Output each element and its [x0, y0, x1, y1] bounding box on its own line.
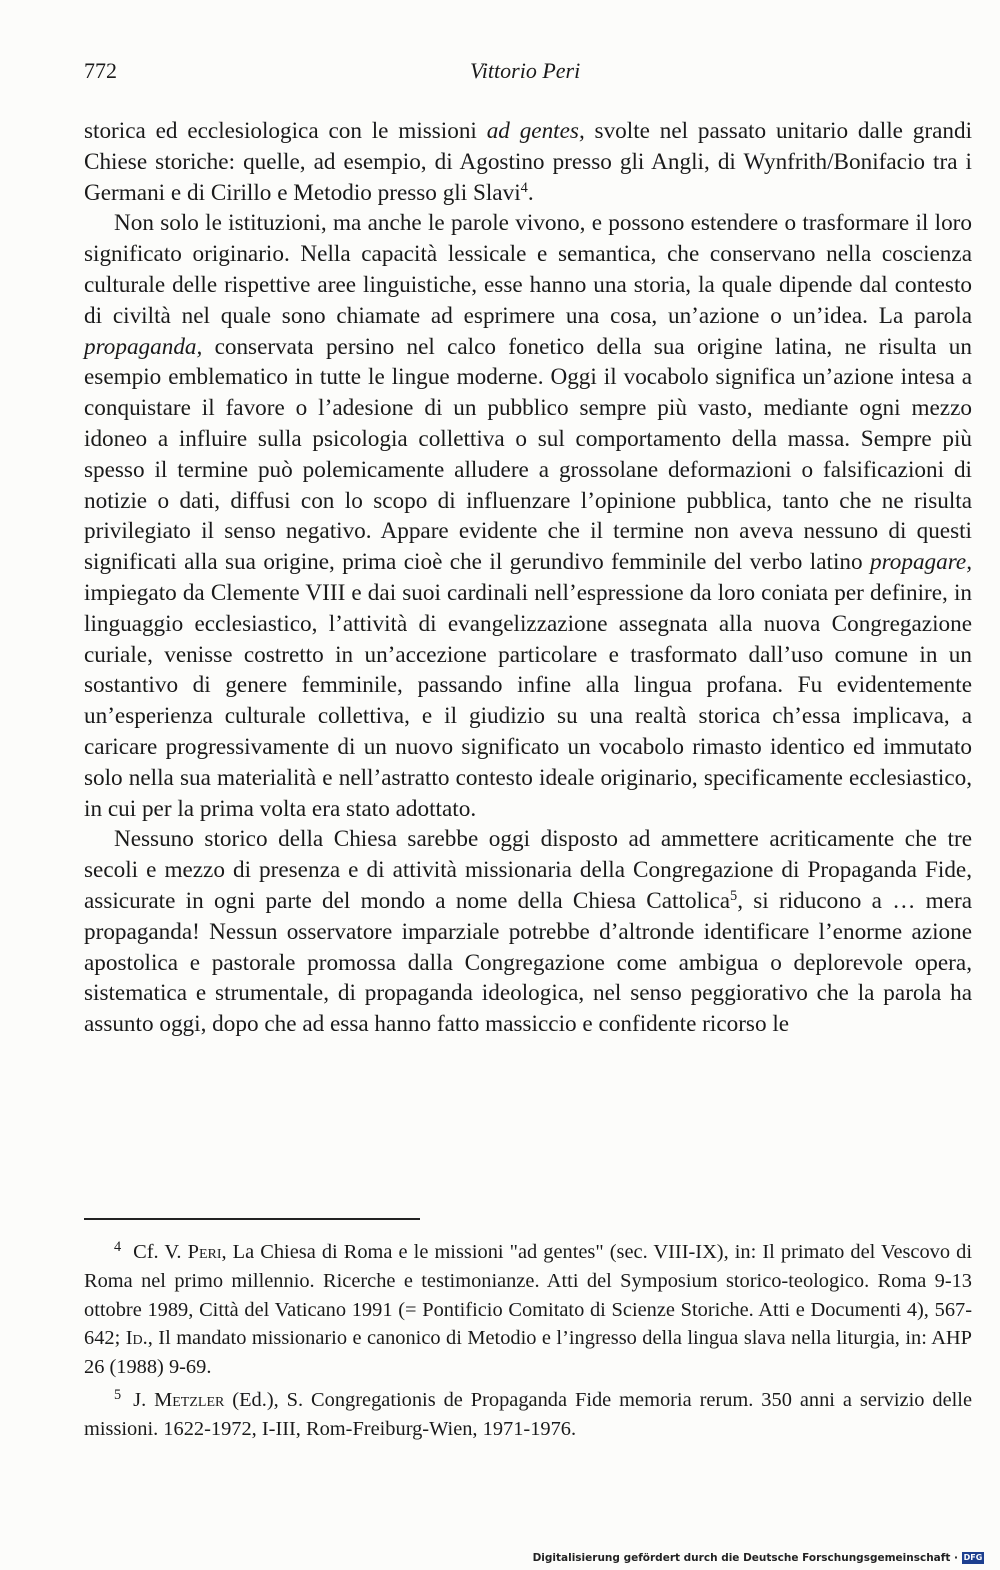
- author-name: Peri: [187, 1241, 222, 1263]
- footnote-4: [84, 1238, 972, 1382]
- text-run: (Ed.), S. Congregationis de Propaganda Fide memoria rerum. 350 anni a servizio delle missioni. 1622-1972, I-III, Rom-Freiburg-Wien, 1971-1976.: [84, 1388, 972, 1440]
- credit-text: Digitalisierung gefördert durch die Deutsche Forschungsgemeinschaft ·: [532, 1552, 958, 1564]
- text-run: impiegato da Clemente VIII e dai suoi cardinali nell’espressione da loro coniata per definire, in linguaggio ecclesiastico, l’attività di evangelizzazione assegnata alla nuova Congregazione curiale, venisse costretto in un’accezione particolare e trasformato dall’uso comune in un sostantivo di genere femminile, passando infine alla lingua profana. Fu evidentemente un’esperienza culturale collettiva, e il giudizio su una realtà storica ch’essa implicava, a caricare progressivamente di un nuovo significato un vocabolo rimasto identico ed immutato solo nella sua materialità e nell’astratto contesto ideale originario, specificamente ecclesiastico, in cui per la prima volta era stato adottato.: [84, 579, 972, 822]
- footnote-number: 5: [114, 1386, 122, 1403]
- author-name: Metzler: [154, 1388, 225, 1411]
- page-number: 772: [84, 58, 117, 83]
- text-run: Non solo le istituzioni, ma anche le parole vivono, e possono estendere o trasformare il loro significato originario. Nella capacità lessicale e semantica, che conservano nella coscienza culturale delle rispettive aree linguistiche, esse hanno una storia, la quale dipende dal contesto di civiltà nel quale sono chiamate ad esprimere una cosa, un’azione o un’idea. La parola: [84, 210, 972, 329]
- text-run: .: [527, 179, 534, 206]
- text-run: Nessuno storico della Chiesa sarebbe oggi disposto ad ammettere acriticamente che tre secoli e mezzo di presenza e di attività missionaria della Congregazione di Propaganda Fide, assicurate in ogni parte del mondo a nome della Chiesa Cattolica: [84, 826, 972, 914]
- author-name: Id: [125, 1327, 143, 1350]
- paragraph-2: [84, 208, 972, 824]
- body-text: [84, 116, 972, 1040]
- footnote-divider: [84, 1218, 420, 1220]
- text-run: , si riducono a … mera propaganda! Nessun osservatore imparziale potrebbe d’altronde identificare l’enorme azione apostolica e pastorale promossa dalla Congregazione come ambigua o deplorevole opera, sistematica e strumentale, di propaganda ideologica, nel senso peggiorativo che la parola ha assunto oggi, dopo che ad essa hanno fatto massiccio e confidente ricorso le: [84, 887, 972, 1038]
- footnote-ref-5[interactable]: 5: [730, 888, 738, 905]
- text-run: ., Il mandato missionario e canonico di Metodio e l’ingresso della lingua slava nella liturgia, in: AHP 26 (1988) 9-69.: [84, 1327, 972, 1379]
- text-run: svolte nel passato unitario dalle grandi Chiese storiche: quelle, ad esempio, di Agostino presso gli Angli, di Wynfrith/Bonifacio tra i Germani e di Cirillo e Metodio presso gli Slavi: [84, 118, 973, 206]
- paragraph-1: [84, 116, 972, 208]
- text-run: J.: [133, 1388, 155, 1411]
- text-run: , La Chiesa di Roma e le missioni "ad gentes" (sec. VIII-IX), in: Il primato del Vescovo di Roma nel primo millennio. Ricerche e testimonianze. Atti del Symposium storico-teologico. Roma 9-13 ottobre 1989, Città del Vaticano 1991 (= Pontificio Comitato di Scienze Storiche. Atti e Documenti 4), 567-642;: [84, 1241, 973, 1350]
- italic-term: ad gentes,: [486, 118, 585, 144]
- footnote-number: 4: [114, 1238, 122, 1255]
- text-run: Cf. V.: [133, 1241, 188, 1263]
- digitization-credit: [533, 1552, 984, 1564]
- dfg-logo-icon: DFG: [963, 1553, 983, 1562]
- paragraph-3: [84, 824, 972, 1040]
- footnote-ref-4[interactable]: 4: [520, 179, 528, 196]
- footnotes: [84, 1238, 972, 1448]
- italic-term: propagare,: [870, 549, 972, 576]
- text-run: conservata persino nel calco fonetico della sua origine latina, ne risulta un esempio emblematico in tutte le lingue moderne. Oggi il vocabolo significa un’azione intesa a conquistare il favore o l’adesione di un pubblico sempre più vasto, mediante ogni mezzo idoneo a influire sulla psicologia collettiva o sul comportamento della massa. Sempre più spesso il termine può polemicamente alludere a grossolane deformazioni o falsificazioni di notizie o dati, diffusi con lo scopo di influenzare l’opinione pubblica, tanto che ne risulta privilegiato il senso negativo. Appare evidente che il termine non aveva nessuno di questi significati alla sua origine, prima cioè che il gerundivo femminile del verbo latino: [84, 333, 972, 576]
- text-run: storica ed ecclesiologica con le missioni: [84, 118, 487, 144]
- running-title: Vittorio Peri: [470, 58, 581, 83]
- italic-term: propaganda,: [84, 333, 203, 360]
- running-head: [84, 58, 972, 92]
- footnote-5: [84, 1386, 972, 1444]
